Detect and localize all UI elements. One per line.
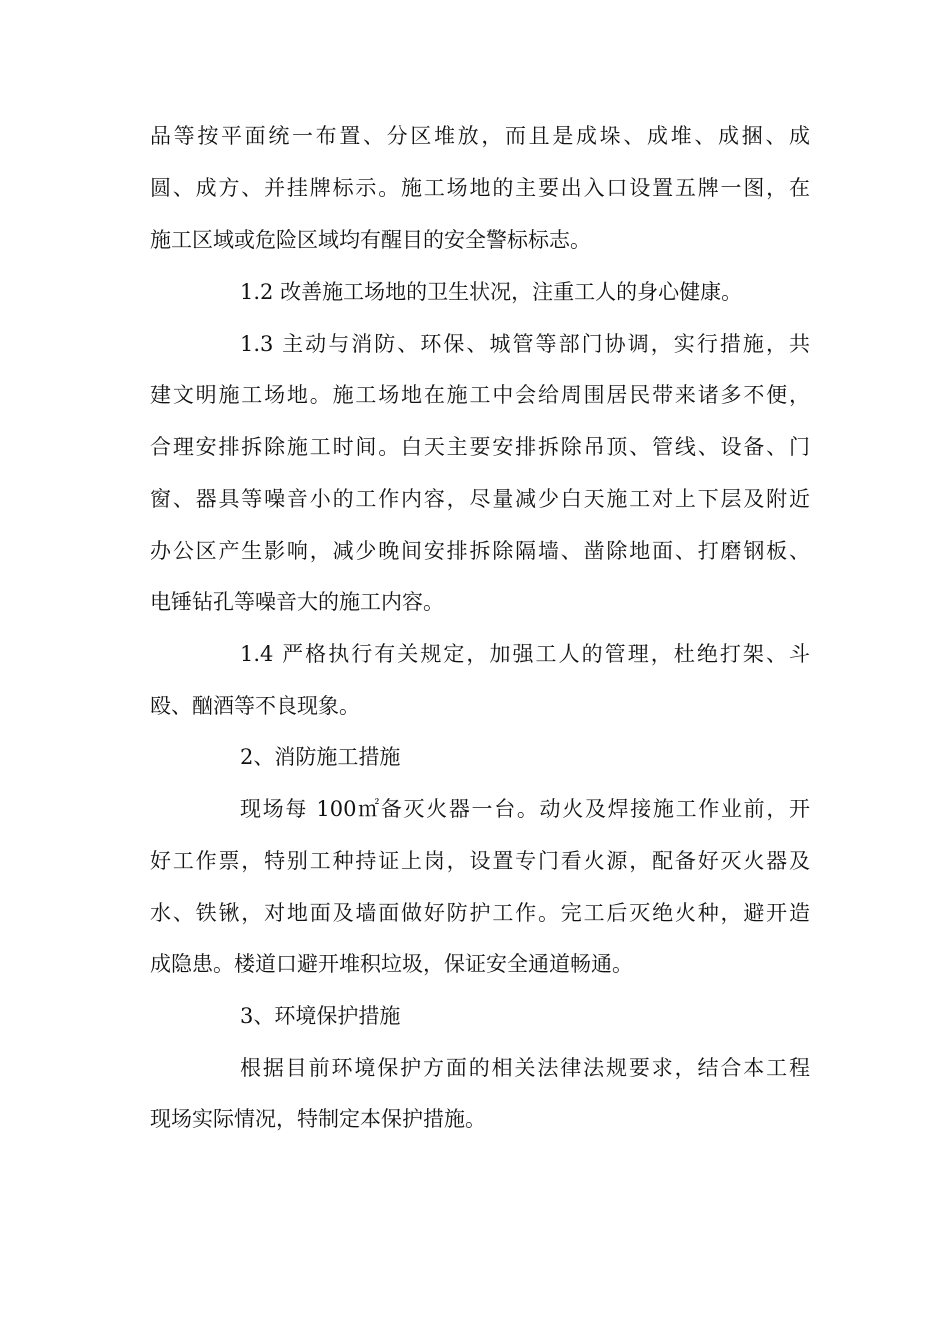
text-line: 现场每 100㎡备灭火器一台。动火及焊接施工作业前，开 [240,797,810,821]
text-line: 圆、成方、并挂牌标示。施工场地的主要出入口设置五牌一图，在 [150,176,810,200]
text-line: 现场实际情况，特制定本保护措施。 [150,1107,486,1131]
text-line: 品等按平面统一布置、分区堆放，而且是成垛、成堆、成捆、成 [150,124,810,148]
text-line: 施工区域或危险区域均有醒目的安全警标标志。 [150,228,591,252]
text-line: 好工作票，特别工种持证上岗，设置专门看火源，配备好灭火器及 [150,849,810,873]
text-line: 合理安排拆除施工时间。白天主要安排拆除吊顶、管线、设备、门 [150,435,810,459]
text-line: 电锤钻孔等噪音大的施工内容。 [150,590,444,614]
section-heading: 1.4 严格执行有关规定，加强工人的管理，杜绝打架、斗 [240,642,810,666]
section-heading: 3、环境保护措施 [240,1004,401,1028]
text-line: 窗、器具等噪音小的工作内容，尽量减少白天施工对上下层及附近 [150,487,810,511]
text-line: 成隐患。楼道口避开堆积垃圾，保证安全通道畅通。 [150,952,633,976]
text-line: 建文明施工场地。施工场地在施工中会给周围居民带来诸多不便， [150,383,810,407]
text-line: 根据目前环境保护方面的相关法律法规要求，结合本工程 [240,1056,810,1080]
text-line: 办公区产生影响，减少晚间安排拆除隔墙、凿除地面、打磨钢板、 [150,539,810,563]
section-heading: 1.3 主动与消防、环保、城管等部门协调，实行措施，共 [240,332,810,356]
text-line: 水、铁锹，对地面及墙面做好防护工作。完工后灭绝火种，避开造 [150,901,810,925]
section-heading: 1.2 改善施工场地的卫生状况，注重工人的身心健康。 [240,280,743,304]
section-heading: 2、消防施工措施 [240,745,401,769]
text-line: 殴、酗酒等不良现象。 [150,694,360,718]
